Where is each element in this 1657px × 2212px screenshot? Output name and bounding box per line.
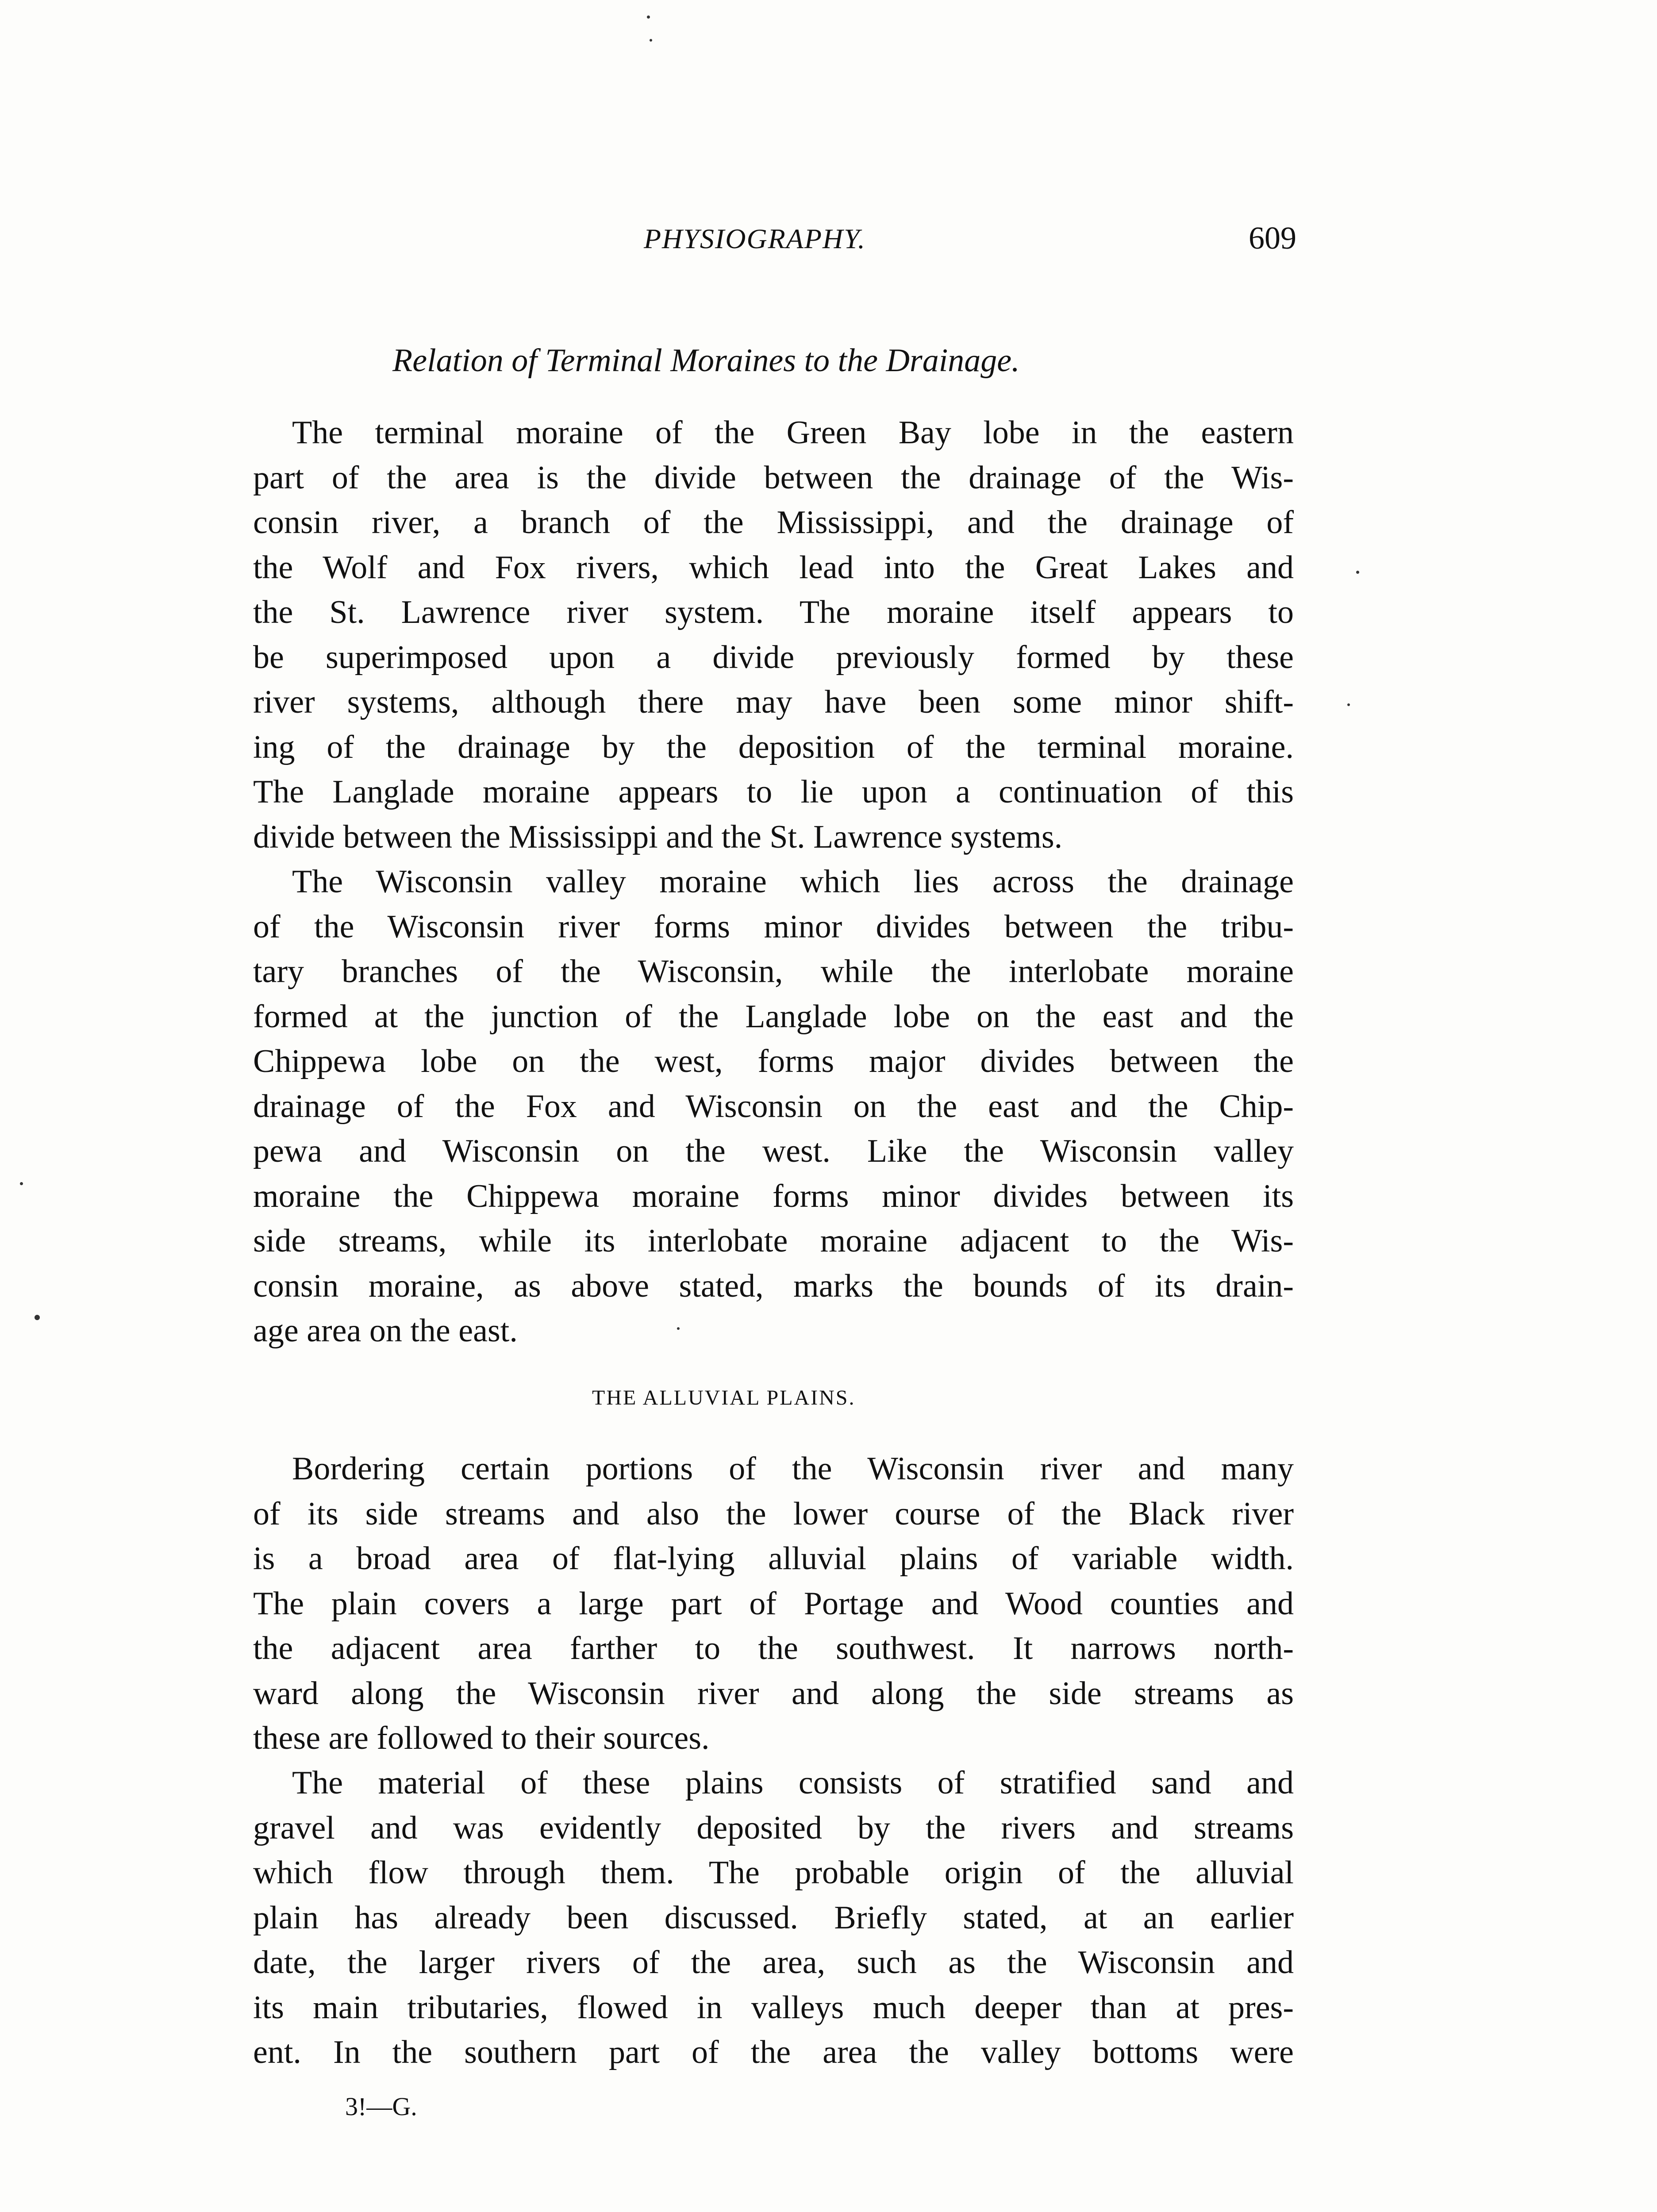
paragraph-moraine-divide	[253, 411, 1294, 860]
text-line: pewa and Wisconsin on the west. Like the Wisconsin valley	[253, 1133, 1294, 1169]
text-line: of the Wisconsin river forms minor divides between the tribu-	[253, 908, 1294, 945]
text-line: divide between the Mississippi and the St. Lawrence systems.	[253, 818, 1063, 855]
text-line: age area on the east.	[253, 1313, 518, 1349]
scan-speck	[650, 39, 652, 42]
text-line: Chippewa lobe on the west, forms major divides between the	[253, 1043, 1294, 1079]
text-line: side streams, while its interlobate moraine adjacent to the Wis-	[253, 1223, 1294, 1259]
section-heading: Relation of Terminal Moraines to the Drainage.	[392, 342, 1020, 379]
scan-speck	[35, 1315, 40, 1320]
text-line: Bordering certain portions of the Wisconsin river and many	[292, 1451, 1294, 1487]
text-line: The material of these plains consists of stratified sand and	[292, 1765, 1294, 1801]
text-line: moraine the Chippewa moraine forms minor divides between its	[253, 1178, 1294, 1214]
text-line: The Langlade moraine appears to lie upon a continuation of this	[253, 774, 1294, 810]
scan-speck	[647, 15, 650, 19]
page-number: 609	[1249, 220, 1296, 256]
text-line: is a broad area of flat-lying alluvial plains of variable width.	[253, 1540, 1294, 1577]
text-line: The terminal moraine of the Green Bay lobe in the eastern	[292, 415, 1294, 451]
subheading-alluvial-plains: THE ALLUVIAL PLAINS.	[592, 1386, 856, 1409]
text-line: consin river, a branch of the Mississippi, and the drainage of	[253, 504, 1294, 541]
paragraph-alluvial-plains	[253, 1447, 1294, 1761]
text-line: The Wisconsin valley moraine which lies across the drainage	[292, 864, 1294, 900]
scan-speck	[677, 1327, 680, 1330]
text-line: ent. In the southern part of the area the valley bottoms were	[253, 2034, 1294, 2070]
text-line: river systems, although there may have been some minor shift-	[253, 684, 1294, 720]
text-line: part of the area is the divide between the drainage of the Wis-	[253, 459, 1294, 496]
text-line: date, the larger rivers of the area, such as the Wisconsin and	[253, 1944, 1294, 1981]
text-line: gravel and was evidently deposited by the rivers and streams	[253, 1809, 1294, 1846]
text-line: formed at the junction of the Langlade lobe on the east and the	[253, 998, 1294, 1035]
text-line: ing of the drainage by the deposition of the terminal moraine.	[253, 729, 1294, 765]
scan-speck	[1356, 571, 1359, 574]
text-line: the Wolf and Fox rivers, which lead into the Great Lakes and	[253, 549, 1294, 586]
text-line: tary branches of the Wisconsin, while the interlobate moraine	[253, 953, 1294, 990]
signature-mark: 3!—G.	[345, 2092, 417, 2121]
text-line: the St. Lawrence river system. The moraine itself appears to	[253, 594, 1294, 630]
text-line: plain has already been discussed. Briefly stated, at an earlier	[253, 1899, 1294, 1936]
scan-speck	[1347, 703, 1350, 706]
text-line: drainage of the Fox and Wisconsin on the east and the Chip-	[253, 1088, 1294, 1125]
paragraph-wisconsin-valley-moraine	[253, 860, 1294, 1354]
text-line: the adjacent area farther to the southwest. It narrows north-	[253, 1630, 1294, 1667]
scan-speck	[20, 1182, 23, 1185]
text-line: these are followed to their sources.	[253, 1720, 710, 1756]
text-line: consin moraine, as above stated, marks the bounds of its drain-	[253, 1267, 1294, 1304]
text-line: which flow through them. The probable origin of the alluvial	[253, 1855, 1294, 1891]
text-line: of its side streams and also the lower course of the Black river	[253, 1495, 1294, 1532]
paragraph-plain-material	[253, 1761, 1294, 2075]
text-line: ward along the Wisconsin river and along the side streams as	[253, 1675, 1294, 1712]
text-line: The plain covers a large part of Portage and Wood counties and	[253, 1585, 1294, 1622]
text-line: its main tributaries, flowed in valleys much deeper than at pres-	[253, 1989, 1294, 2026]
running-head: PHYSIOGRAPHY.	[644, 223, 866, 254]
text-line: be superimposed upon a divide previously formed by these	[253, 639, 1294, 676]
